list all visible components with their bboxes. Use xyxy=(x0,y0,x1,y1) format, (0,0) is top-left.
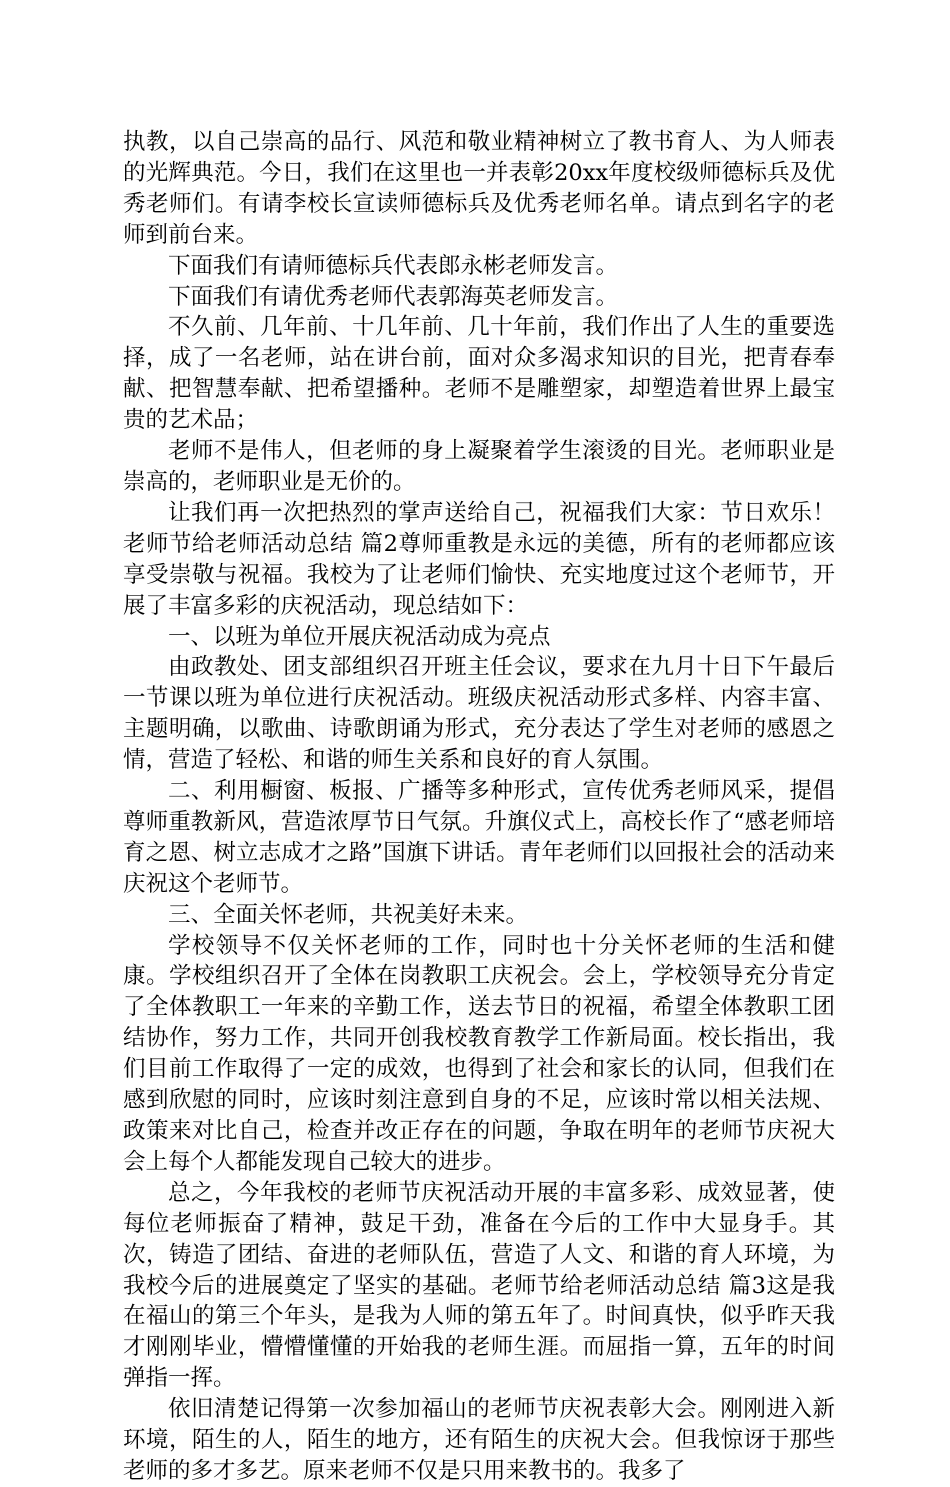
paragraph: 二、利用橱窗、板报、广播等多种形式，宣传优秀老师风采，提倡尊师重教新风，营造浓厚节日气氛。升旗仪式上，高校长作了“感老师培育之恩、树立志成才之路”国旗下讲话。青年老师们以回报社会的活动来庆祝这个老师节。 xyxy=(123,778,835,897)
paragraph: 下面我们有请师德标兵代表郎永彬老师发言。 xyxy=(168,252,619,279)
paragraph: 老师不是伟人，但老师的身上凝聚着学生滚烫的目光。老师职业是崇高的，老师职业是无价的。 xyxy=(123,438,835,495)
paragraph: 执教，以自己崇高的品行、风范和敬业精神树立了教书育人、为人师表的光辉典范。今日，我们在这里也一并表彰20xx年度校级师德标兵及优秀老师们。有请李校长宣读师德标兵及优秀老师名单。请点到名字的老师到前台来。 xyxy=(123,129,835,248)
paragraph: 让我们再一次把热烈的掌声送给自己，祝福我们大家：节日欢乐！老师节给老师活动总结 篇2尊师重教是永远的美德，所有的老师都应该享受崇敬与祝福。我校为了让老师们愉快、充实地度过这个老师节，开展了丰富多彩的庆祝活动，现总结如下： xyxy=(123,499,835,619)
section-heading: 三、全面关怀老师，共祝美好未来。 xyxy=(168,901,529,928)
paragraph: 由政教处、团支部组织召开班主任会议，要求在九月十日下午最后一节课以班为单位进行庆祝活动。班级庆祝活动形式多样、内容丰富、主题明确，以歌曲、诗歌朗诵为形式，充分表达了学生对老师的感恩之情，营造了轻松、和谐的师生关系和良好的育人氛围。 xyxy=(123,654,835,774)
paragraph: 学校领导不仅关怀老师的工作，同时也十分关怀老师的生活和健康。学校组织召开了全体在岗教职工庆祝会。会上，学校领导充分肯定了全体教职工一年来的辛勤工作，送去节日的祝福，希望全体教职工团结协作，努力工作，共同开创我校教育教学工作新局面。校长指出，我们目前工作取得了一定的成效，也得到了社会和家长的认同，但我们在感到欣慰的同时，应该时刻注意到自身的不足，应该时常以相关法规、政策来对比自己，检查并改正存在的问题，争取在明年的老师节庆祝大会上每个人都能发现自己较大的进步。 xyxy=(123,932,835,1175)
paragraph: 不久前、几年前、十几年前、几十年前，我们作出了人生的重要选择，成了一名老师，站在讲台前，面对众多渴求知识的目光，把青春奉献、把智慧奉献、把希望播种。老师不是雕塑家，却塑造着世界上最宝贵的艺术品； xyxy=(123,314,835,434)
section-heading: 一、以班为单位开展庆祝活动成为亮点 xyxy=(168,623,551,650)
paragraph: 总之，今年我校的老师节庆祝活动开展的丰富多彩、成效显著，使每位老师振奋了精神，鼓足干劲，准备在今后的工作中大显身手。其次，铸造了团结、奋进的老师队伍，营造了人文、和谐的育人环境，为我校今后的进展奠定了坚实的基础。老师节给老师活动总结 篇3这是我在福山的第三个年头，是我为人师的第五年了。时间真快，似乎昨天我才刚刚毕业，懵懵懂懂的开始我的老师生涯。而屈指一算，五年的时间弹指一挥。 xyxy=(123,1179,835,1392)
paragraph: 依旧清楚记得第一次参加福山的老师节庆祝表彰大会。刚刚进入新环境，陌生的人，陌生的地方，还有陌生的庆祝大会。但我惊讶于那些老师的多才多艺。原来老师不仅是只用来教书的。我多了 xyxy=(123,1396,835,1484)
paragraph: 下面我们有请优秀老师代表郭海英老师发言。 xyxy=(168,283,619,310)
document-body xyxy=(123,127,835,1487)
